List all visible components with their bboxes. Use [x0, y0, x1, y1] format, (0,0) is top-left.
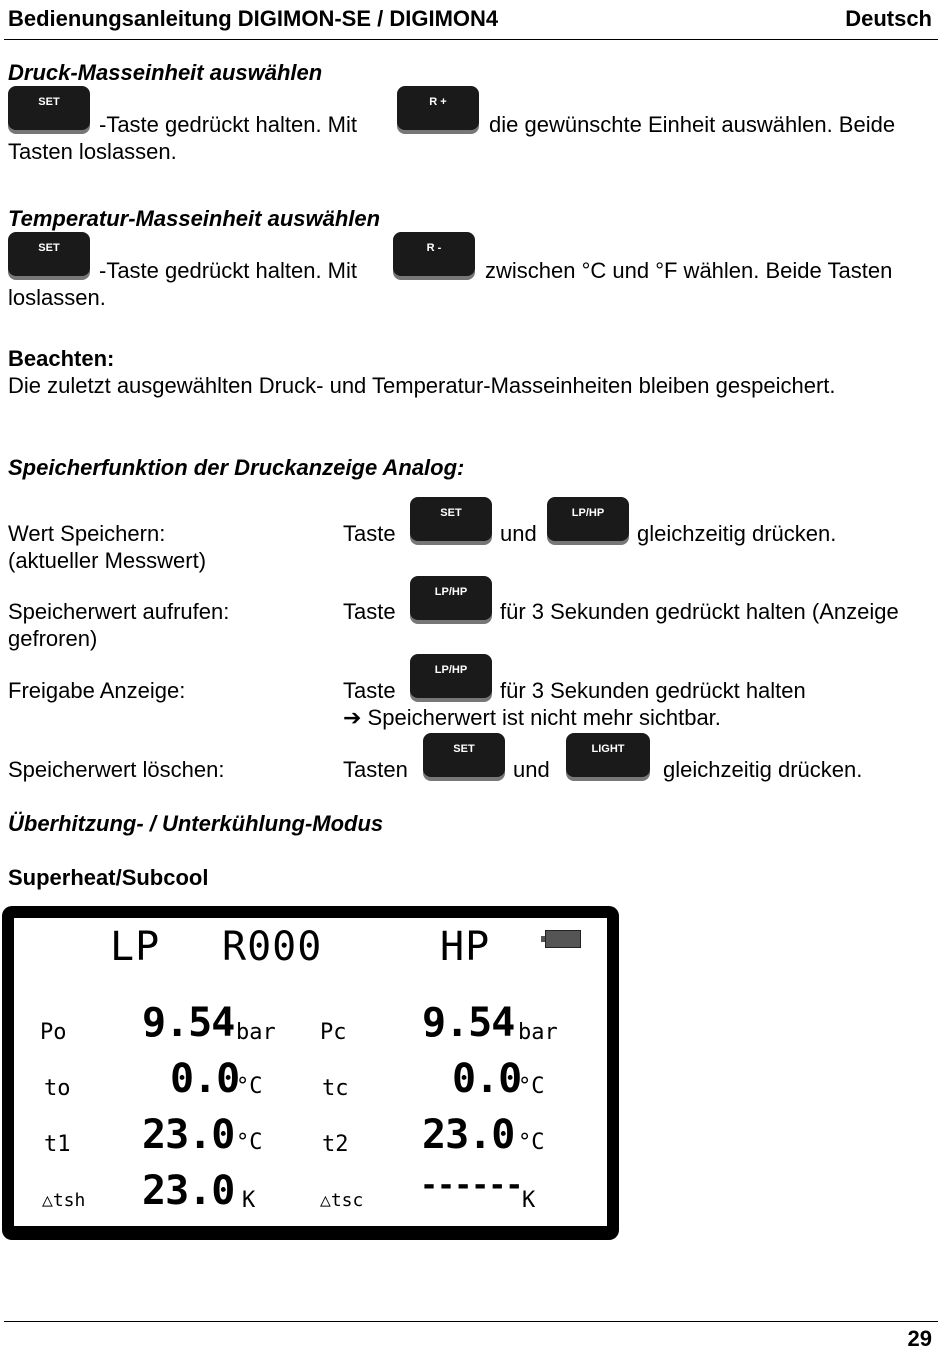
header-rule: [4, 39, 938, 40]
set-key: SET: [8, 232, 90, 276]
lcd-label-to: to: [44, 1076, 71, 1101]
lcd-value-to: 0.0: [170, 1056, 240, 1102]
r-plus-key: R +: [397, 86, 479, 130]
lcd-value-pc: 9.54: [422, 1000, 515, 1046]
lcd-label-delta-tsc: △tsc: [320, 1190, 364, 1211]
lcd-label-t2: t2: [322, 1132, 349, 1157]
memory-heading: Speicherfunktion der Druckanzeige Analog:: [8, 455, 465, 480]
lcd-unit: °C: [236, 1130, 263, 1155]
set-key: SET: [410, 497, 492, 541]
memory-row-note: ➔ Speicherwert ist nicht mehr sichtbar.: [343, 705, 721, 730]
lcd-unit: °C: [518, 1074, 545, 1099]
temp-unit-text-3: loslassen.: [8, 285, 106, 310]
lcd-value-delta-tsh: 23.0: [142, 1168, 235, 1214]
battery-icon: [545, 930, 581, 948]
memory-row-label-2: (aktueller Messwert): [8, 548, 207, 573]
lcd-unit: °C: [518, 1130, 545, 1155]
lcd-unit: °C: [236, 1074, 263, 1099]
lcd-unit: K: [522, 1188, 536, 1213]
lcd-value-t2: 23.0: [422, 1112, 515, 1158]
hp-label: HP: [440, 924, 491, 970]
lp-hp-key: LP/HP: [547, 497, 629, 541]
document-title: Bedienungsanleitung DIGIMON-SE / DIGIMON4: [8, 6, 499, 31]
set-key: SET: [423, 733, 505, 777]
memory-row-label: Wert Speichern:: [8, 521, 166, 546]
mode-heading: Überhitzung- / Unterkühlung-Modus: [8, 811, 384, 836]
mode-subheading: Superheat/Subcool: [8, 865, 209, 890]
temp-unit-text-2: zwischen °C und °F wählen. Beide Tasten: [485, 258, 893, 283]
note-label: Beachten:: [8, 346, 115, 371]
pressure-unit-text-1: -Taste gedrückt halten. Mit: [99, 112, 358, 137]
lcd-value-tc: 0.0: [452, 1056, 522, 1102]
memory-row-mid: und: [500, 521, 537, 546]
memory-row-label: Speicherwert löschen:: [8, 757, 225, 782]
memory-row-label-2: gefroren): [8, 626, 98, 651]
light-key: LIGHT: [566, 733, 650, 777]
refrigerant-label: R000: [222, 924, 323, 970]
pressure-unit-text-2: die gewünschte Einheit auswählen. Beide: [489, 112, 896, 137]
memory-row-mid: und: [513, 757, 550, 782]
language-label: Deutsch: [845, 6, 932, 31]
pressure-unit-heading: Druck-Masseinheit auswählen: [8, 60, 323, 85]
r-minus-key: R -: [393, 232, 475, 276]
memory-row-suffix: gleichzeitig drücken.: [663, 757, 863, 782]
page-number: 29: [907, 1326, 932, 1351]
memory-row-label: Freigabe Anzeige:: [8, 678, 186, 703]
memory-row-suffix: gleichzeitig drücken.: [637, 521, 837, 546]
lcd-label-tc: tc: [322, 1076, 349, 1101]
lcd-label-po: Po: [40, 1020, 67, 1045]
set-key: SET: [8, 86, 90, 130]
lcd-label-delta-tsh: △tsh: [42, 1190, 86, 1211]
lcd-value-po: 9.54: [142, 1000, 235, 1046]
lcd-value-t1: 23.0: [142, 1112, 235, 1158]
footer-rule: [4, 1321, 938, 1322]
memory-row-prefix: Taste: [343, 521, 396, 546]
memory-row-prefix: Tasten: [343, 757, 408, 782]
temp-unit-text-1: -Taste gedrückt halten. Mit: [99, 258, 358, 283]
memory-row-prefix: Taste: [343, 599, 396, 624]
pressure-unit-text-3: Tasten loslassen.: [8, 139, 177, 164]
memory-row-label: Speicherwert aufrufen:: [8, 599, 230, 624]
lp-hp-key: LP/HP: [410, 576, 492, 620]
lcd-value-delta-tsc: ------: [420, 1168, 523, 1203]
lp-label: LP: [110, 924, 161, 970]
lcd-unit: K: [242, 1188, 256, 1213]
lcd-label-pc: Pc: [320, 1020, 347, 1045]
lcd-unit: bar: [518, 1020, 558, 1045]
temp-unit-heading: Temperatur-Masseinheit auswählen: [8, 206, 381, 231]
memory-row-suffix: für 3 Sekunden gedrückt halten: [500, 678, 806, 703]
memory-row-prefix: Taste: [343, 678, 396, 703]
memory-row-suffix: für 3 Sekunden gedrückt halten (Anzeige: [500, 599, 899, 624]
note-text: Die zuletzt ausgewählten Druck- und Temperatur-Masseinheiten bleiben gespeichert.: [8, 373, 836, 398]
lcd-unit: bar: [236, 1020, 276, 1045]
lcd-label-t1: t1: [44, 1132, 71, 1157]
lp-hp-key: LP/HP: [410, 654, 492, 698]
